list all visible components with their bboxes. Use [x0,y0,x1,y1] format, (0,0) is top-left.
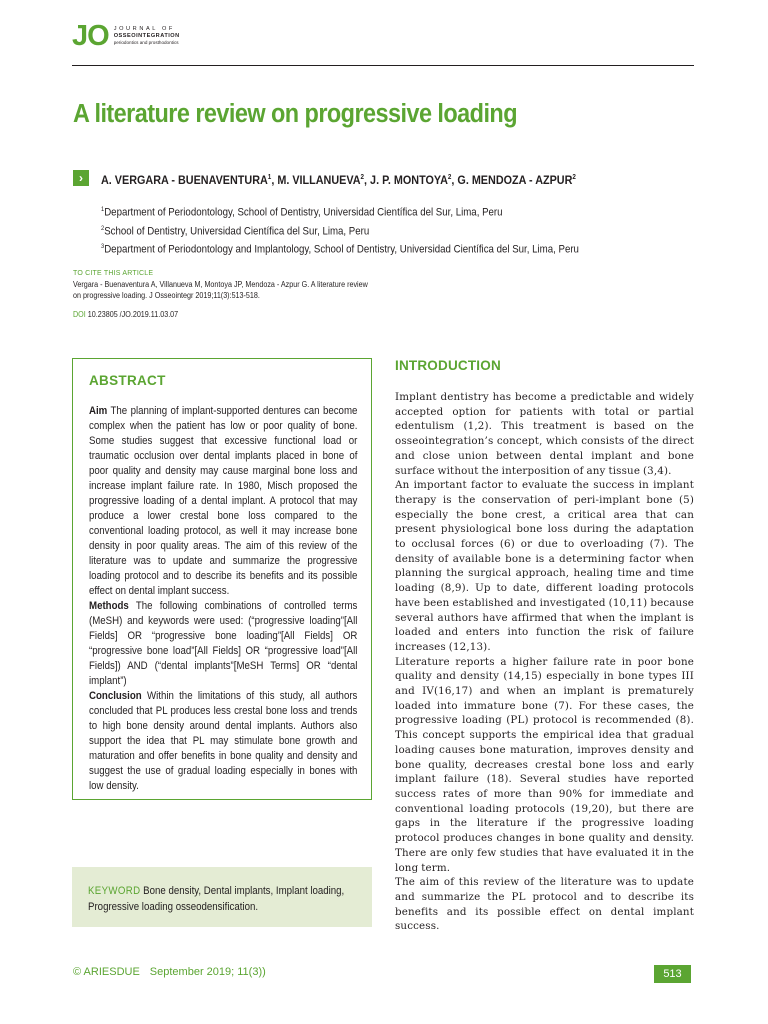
citation-text: Vergara - Buenaventura A, Villanueva M, Montoya JP, Mendoza - Azpur G. A literature review on progressive loading. J Osseointegr 2019;11(3):513-518. [73,280,368,300]
author-name: G. MENDOZA - AZPUR [457,173,573,187]
publisher-name: © ARIESDUE [73,966,140,978]
author-list [101,169,576,189]
doi-link[interactable]: 10.23805 /JO.2019.11.03.07 [87,310,179,319]
author-affiliation-marker: 2 [360,174,365,181]
author-separator: , [271,173,278,187]
chevron-right-icon: › [73,170,89,186]
abstract-box [72,358,372,800]
journal-logo-mark: JO [72,20,109,52]
affiliation-text: School of Dentistry, Universidad Científica del Sur, Lima, Peru [104,225,370,238]
article-title: A literature review on progressive loading [73,100,517,128]
author-name: J. P. MONTOYA [370,173,448,187]
introduction-body [395,390,694,934]
author-name: M. VILLANUEVA [277,173,361,187]
introduction-heading: INTRODUCTION [395,358,501,373]
affiliation-marker: 2 [101,224,105,232]
keyword-line [88,883,361,915]
journal-name-line3: periodontics and prosthodontics [113,39,179,45]
abstract-methods [89,599,357,689]
affiliation-list [101,202,579,258]
abstract-conclusion-label: Conclusion [89,690,142,702]
introduction-paragraph: Literature reports a higher failure rate in poor bone quality and density (14,15) especially in bone types III and IV(16,17) and when an implant is prematurely loaded into immature bone (7). For these cases, the progressive loading (PL) protocol is recommended (8). This concept supports the empirical idea that gradual loading causes bone maturation, improves density and bone quality, decreases crestal bone loss and early implant failure (18). Several studies have reported success rates of more than 90% for immediate and conventional loading protocols (19,20), but there are gaps in the literature if the progressive loading protocol produces changes in bone quality and density. There are only few studies that have evaluated it in the long term. [395,655,694,874]
abstract-conclusion [89,689,357,794]
affiliation-item [101,202,579,221]
introduction-paragraph: The aim of this review of the literature was to update and summarize the PL protocol and to describe its benefits and its possible effect on dental implant success. [395,876,694,933]
abstract-heading: ABSTRACT [89,373,166,388]
affiliation-text: Department of Periodontology, School of Dentistry, Universidad Científica del Sur, Lima, Peru [104,206,503,219]
author-affiliation-marker: 1 [267,174,272,181]
affiliation-text: Department of Periodontology and Implantology, School of Dentistry, Universidad Científica del Sur, Lima, Peru [104,243,579,256]
cite-label: TO CITE THIS ARTICLE [73,270,154,277]
author-separator: , [451,173,458,187]
abstract-methods-label: Methods [89,600,129,612]
page-number: 513 [654,965,691,983]
issue-date: September 2019; 11(3)) [149,966,266,978]
abstract-body [89,404,357,794]
doi-line [73,310,178,319]
abstract-conclusion-text: Within the limitations of this study, all authors concluded that PL produces less crestal bone loss and trends to high bone density around dental implants. Authors also support the idea that PL may stimulate bone growth and maturation and offer benefits in bone quality and density and suggest the use of gradual loading especially in bones with low density. [89,690,358,792]
affiliation-item [101,239,579,258]
journal-logo-text [114,26,180,46]
affiliation-marker: 1 [101,206,105,213]
journal-name-line1: JOURNAL OF [113,26,175,32]
introduction-paragraph: An important factor to evaluate the success in implant therapy is the conservation of peri-implant bone (5) especially the bone crest, a critical area that can present physiological bone loss during the adaptation to occlusal forces (6) or due to overloading (7). The density of available bone is a determining factor when planning the surgical approach, healing time and time loading (8,9). Up to date, different loading protocols have been established and investigated (10,11) because several authors have affirmed that when the implant is loaded and enters into function the risk of failure increases (12,13). [395,479,694,653]
page-footer [73,966,266,978]
header-divider [72,65,694,66]
author-affiliation-marker: 2 [447,174,452,181]
affiliation-item [101,221,579,240]
keyword-box [72,867,372,927]
journal-logo [72,22,180,52]
doi-label: DOI [73,310,86,319]
abstract-aim-label: Aim [89,405,108,417]
author-affiliation-marker: 2 [572,174,576,181]
affiliation-marker: 3 [101,243,105,251]
author-name: A. VERGARA - BUENAVENTURA [101,173,268,187]
introduction-paragraph: Implant dentistry has become a predictable and widely accepted option for patients with total or partial edentulism (1,2). This treatment is based on the osseointegration’s concept, which consists of the direct and close union between dental implant and bone surface without the interposition of any tissue (3,4). [395,391,694,477]
abstract-methods-text: The following combinations of controlled terms (MeSH) and keywords were used: (“progressive loading”[All Fields] OR “progressive bone loading”[All Fields] OR “progressive bone load”[All Fields] OR “progressive load”[All Fields]) AND (“dental implants”[MeSH Terms] OR “dental implant”) [89,600,358,687]
abstract-aim [89,404,357,599]
keyword-label: KEYWORD [88,885,141,897]
author-separator: , [364,173,371,187]
keyword-text: Bone density, Dental implants, Implant loading, Progressive loading osseodensification. [88,885,345,913]
journal-name-line2: OSSEOINTEGRATION [113,32,180,39]
abstract-aim-text: The planning of implant-supported dentures can become complex when the patient has low or poor quality of bone. Some studies suggest that excessive functional load or traumatic occlusion over dental implants placed in bone of poor quality and density may cause marginal bone loss and increase implant failure rate. In 1980, Misch proposed the progressive loading of a dental implant. A protocol that may produce a lower crestal bone loss compared to the conventional loading protocol, as well it may increase bone density in poor quality areas. The aim of this review of the literature was to update and summarize the progressive loading protocol and to describe its benefits and its possible effect on dental implant success. [89,405,358,597]
